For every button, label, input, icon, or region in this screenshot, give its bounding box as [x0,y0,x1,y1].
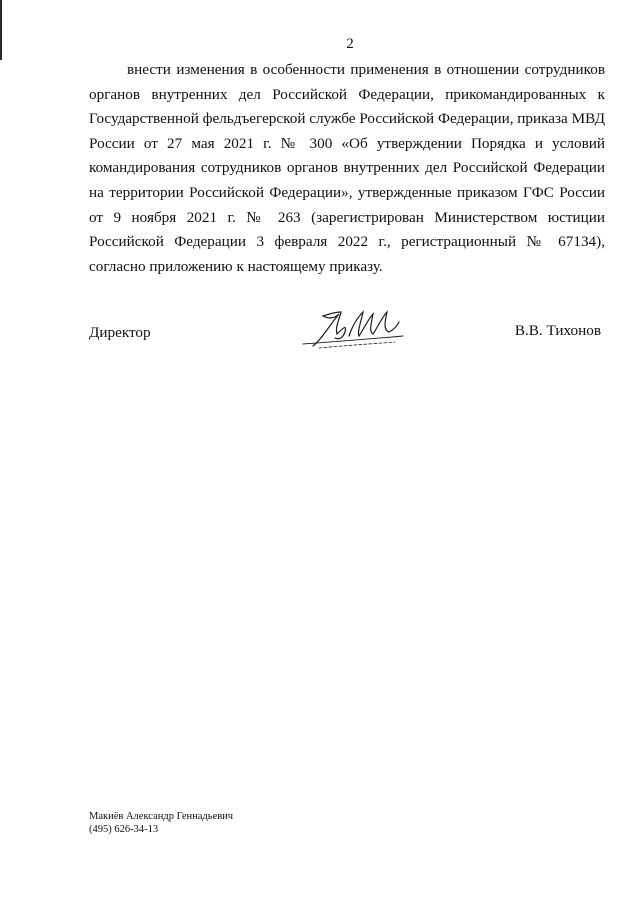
executor-name: Макиёв Александр Геннадьевич [89,811,234,822]
page-number: 2 [346,36,354,52]
main-paragraph: внести изменения в особенности применения в отношении сотрудников органов внутренних дел Российской Федерации, прикомандированных к Государственной фельдъегерской службе Российской Федерации, приказа МВД России от 27 мая 2021 г. № 300 «Об утверждении Порядка и условий командирования сотрудников органов внутренних дел Российской Федерации на территории Российской Федерации», утвержденные приказом ГФС России от 9 ноября 2021 г. № 263 (зарегистрирован Министерством юстиции Российской Федерации 3 февраля 2022 г., регистрационный № 67134), согласно приложению к настоящему приказу. [89,61,605,275]
signatory-name: В.В. Тихонов [514,322,601,339]
executor-phone: (495) 626-34-13 [89,824,159,835]
signature-block [89,320,601,350]
handwritten-signature [299,306,409,352]
executor-footer [89,810,233,836]
signatory-title: Директор [89,324,151,341]
